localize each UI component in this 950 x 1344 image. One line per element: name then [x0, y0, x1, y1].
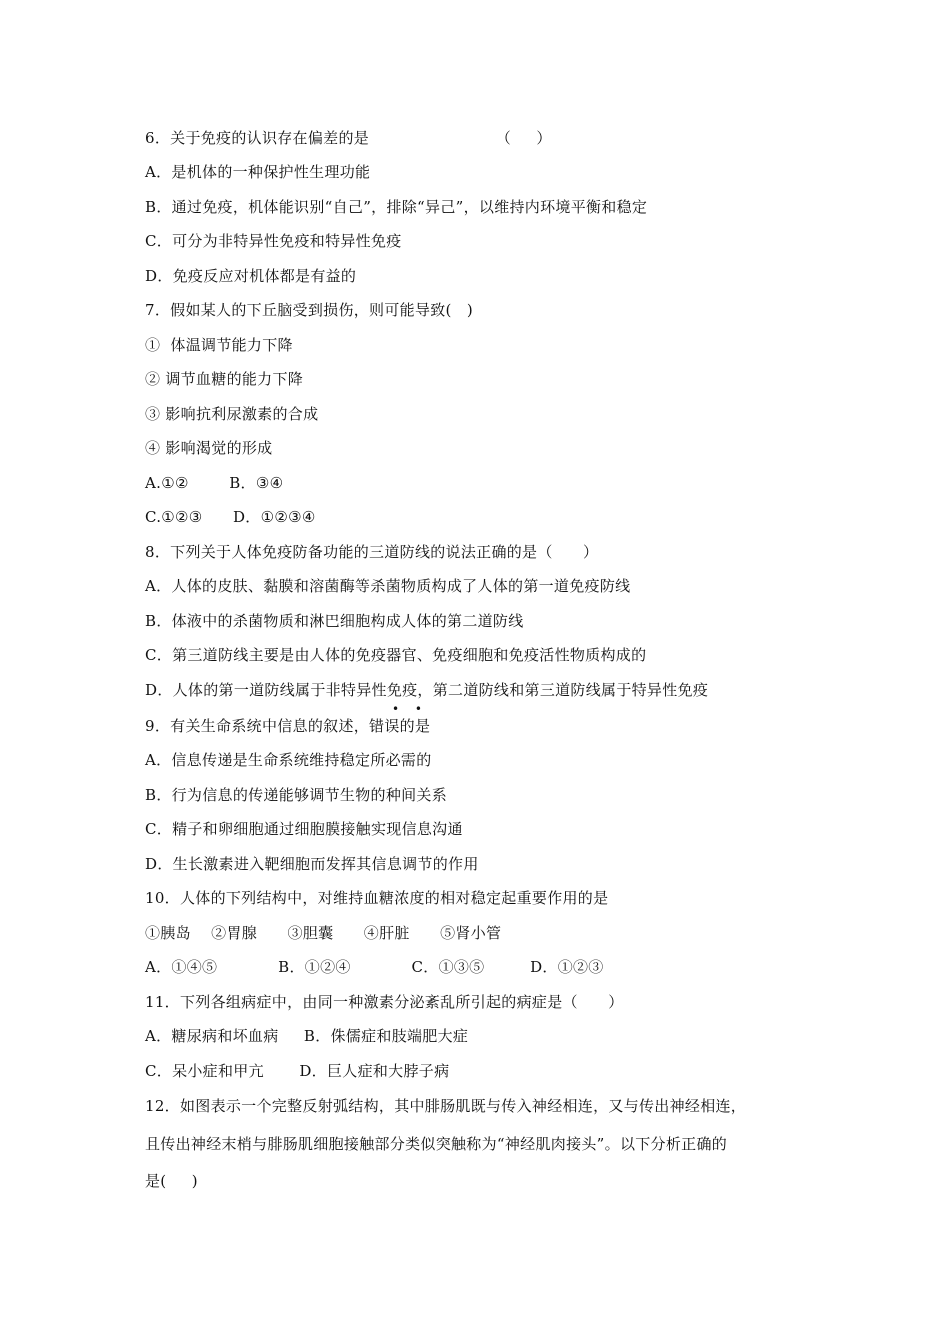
q9-option-d: D．生长激素进入靶细胞而发挥其信息调节的作用: [145, 855, 479, 873]
q10-stem: 10．人体的下列结构中，对维持血糖浓度的相对稳定起重要作用的是: [145, 889, 609, 907]
q6-option-b: B．通过免疫，机体能识别“自己”，排除“异己”，以维持内环境平衡和稳定: [145, 198, 648, 216]
q7-item-2: ② 调节血糖的能力下降: [145, 370, 304, 388]
q11-options-cd: C．呆小症和甲亢 D．巨人症和大脖子病: [145, 1062, 450, 1080]
q8-stem: 8．下列关于人体免疫防备功能的三道防线的说法正确的是（ ）: [145, 543, 599, 561]
q9-option-c: C．精子和卵细胞通过细胞膜接触实现信息沟通: [145, 820, 463, 838]
q8-option-c: C．第三道防线主要是由人体的免疫器官、免疫细胞和免疫活性物质构成的: [145, 646, 647, 664]
q6-option-a: A．是机体的一种保护性生理功能: [145, 163, 371, 181]
q11-stem: 11．下列各组病症中，由同一种激素分泌紊乱所引起的病症是（ ）: [145, 993, 624, 1011]
q8-option-d: D．人体的第一道防线属于非特异性免疫，第二道防线和第三道防线属于特异性免疫: [145, 681, 709, 699]
q7-options-ab: A.①② B．③④: [145, 474, 284, 492]
emphasis-dots: • •: [392, 702, 428, 716]
q9-option-b: B．行为信息的传递能够调节生物的种间关系: [145, 786, 448, 804]
q10-options: A．①④⑤ B．①②④ C．①③⑤ D．①②③: [145, 958, 604, 976]
q9-option-a: A．信息传递是生命系统维持稳定所必需的: [145, 751, 432, 769]
q9-stem: 9．有关生命系统中信息的叙述，错误的是: [145, 717, 431, 735]
q12-stem-line-2: 且传出神经末梢与腓肠肌细胞接触部分类似突触称为“神经肌肉接头”。以下分析正确的: [145, 1135, 728, 1153]
q6-option-c: C．可分为非特异性免疫和特异性免疫: [145, 232, 402, 250]
q8-option-b: B．体液中的杀菌物质和淋巴细胞构成人体的第二道防线: [145, 612, 524, 630]
q6-stem: 6．关于免疫的认识存在偏差的是 （ ）: [145, 129, 552, 147]
q12-stem-line-1: 12．如图表示一个完整反射弧结构，其中腓肠肌既与传入神经相连，又与传出神经相连，: [145, 1097, 747, 1115]
q7-options-cd: C.①②③ D．①②③④: [145, 508, 316, 526]
q10-items: ①胰岛 ②胃腺 ③胆囊 ④肝脏 ⑤肾小管: [145, 924, 502, 942]
q12-stem-line-3: 是( ): [145, 1172, 198, 1190]
q6-option-d: D．免疫反应对机体都是有益的: [145, 267, 357, 285]
q8-option-a: A．人体的皮肤、黏膜和溶菌酶等杀菌物质构成了人体的第一道免疫防线: [145, 577, 631, 595]
q7-item-1: ① 体温调节能力下降: [145, 336, 293, 354]
q7-item-4: ④ 影响渴觉的形成: [145, 439, 273, 457]
q7-item-3: ③ 影响抗利尿激素的合成: [145, 405, 319, 423]
q7-stem: 7．假如某人的下丘脑受到损伤，则可能导致( ): [145, 301, 474, 319]
q11-options-ab: A．糖尿病和坏血病 B．侏儒症和肢端肥大症: [145, 1027, 469, 1045]
